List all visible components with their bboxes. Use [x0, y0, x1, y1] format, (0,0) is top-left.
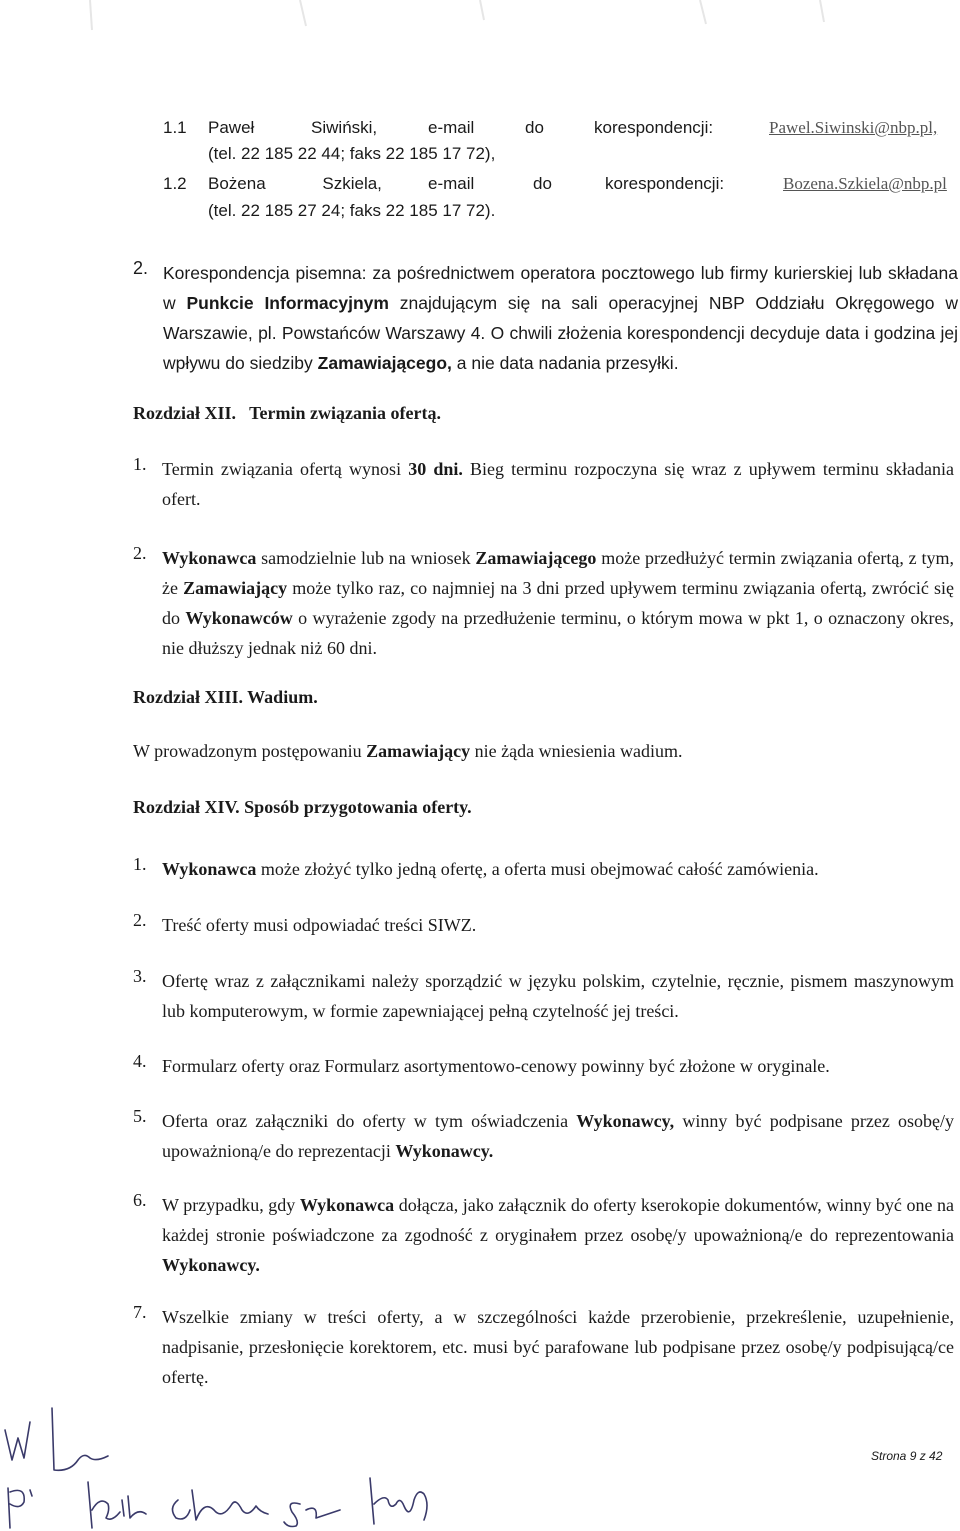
bold-term: Zamawiającego	[475, 548, 597, 568]
contact-phone-row-2	[163, 201, 958, 223]
section12-item-1	[162, 454, 954, 514]
item-text: dołącza, jako załącznik do oferty kserokopie dokumentów, winny być one na każdej stronie poświadczone za zgodność z oryginałem przez osobę/y upoważnioną/e do reprezentowania	[162, 1195, 954, 1245]
bold-term: Wykonawcy.	[395, 1141, 494, 1161]
bold-term: Punkcie Informacyjnym	[186, 293, 389, 313]
item-text: może przedłużyć termin związania ofertą, z tym, że	[162, 548, 954, 598]
section14-item-3	[162, 966, 954, 1026]
item-number: 6.	[133, 1190, 147, 1210]
section14-item-5	[162, 1106, 954, 1166]
item-number: 7.	[133, 1302, 147, 1322]
item-number: 5.	[133, 1106, 147, 1126]
section14-item-7	[162, 1302, 954, 1392]
contact-label: do	[525, 118, 544, 137]
section-heading-xii: Rozdział XII. Termin związania ofertą.	[133, 403, 441, 423]
bold-term: Wykonawcy,	[576, 1111, 675, 1131]
paragraph-text: Korespondencja pisemna: za pośrednictwem operatora pocztowego lub firmy kurierskiej lub składana w	[163, 263, 958, 313]
contact-label: do	[533, 174, 552, 193]
contact-row-1	[163, 118, 958, 140]
contact-phone-row-1	[163, 144, 958, 166]
section14-item-4	[162, 1051, 954, 1081]
wadium-statement	[133, 741, 683, 762]
item-number: 4.	[133, 1051, 147, 1071]
paragraph-text: znajdującym się na sali operacyjnej NBP Oddziału Okręgowego w Warszawie, pl. Powstańców Warszawy 4. O chwili złożenia korespondencji decyduje data i godzina jej wpływu do siedziby	[163, 293, 959, 373]
section12-item-2	[162, 543, 954, 663]
bold-term: Wykonawca	[162, 548, 257, 568]
bold-term: Wykonawca	[162, 859, 257, 879]
item-text: Wszelkie zmiany w treści oferty, a w szczególności każde przerobienie, przekreślenie, uzupełnienie, nadpisanie, przesłonięcie korektorem, etc. musi być parafowane lub podpisane przez osobę/y podpisującą/ce ofertę.	[162, 1307, 954, 1387]
item-number: 3.	[133, 966, 147, 986]
item-text: Bieg terminu rozpoczyna się wraz z upływem terminu składania ofert.	[162, 459, 954, 509]
item-number: 2.	[133, 543, 147, 563]
item-text: Oferta oraz załączniki do oferty w tym oświadczenia	[162, 1111, 577, 1131]
scan-artifacts	[0, 0, 960, 40]
email-link[interactable]: Pawel.Siwinski@nbp.pl,	[769, 118, 938, 137]
item-number: 2.	[133, 910, 147, 930]
item-text: o wyrażenie zgody na przedłużenie terminu, o którym mowa w pkt 1, o oznaczony okres, nie dłuższy jednak niż 60 dni.	[162, 608, 955, 658]
item-text: może złożyć tylko jedną ofertę, a oferta musi obejmować całość zamówienia.	[256, 859, 819, 879]
page-number: Strona 9 z 42	[871, 1449, 943, 1463]
item-text: winny być podpisane przez osobę/y upoważnioną/e do reprezentacji	[162, 1111, 955, 1161]
item-text: może tylko raz, co najmniej na 3 dni przed upływem terminu związania ofertą, zwrócić się do	[162, 578, 954, 628]
bold-term: Zamawiającego,	[317, 353, 452, 373]
paragraph-text: a nie data nadania przesyłki.	[451, 353, 679, 373]
section-heading-xiii: Rozdział XIII. Wadium.	[133, 687, 318, 707]
contact-name: Bożena Szkiela,	[208, 174, 382, 193]
bold-term: Zamawiający	[366, 741, 471, 761]
item-number: 1.	[133, 454, 147, 474]
section14-item-1	[162, 854, 954, 884]
item-text: samodzielnie lub na wniosek	[256, 548, 476, 568]
contact-label: korespondencji:	[605, 174, 725, 193]
contact-num: 1.1	[163, 118, 187, 137]
item-text: Treść oferty musi odpowiadać treści SIWZ.	[162, 915, 477, 935]
item-text: Termin związania ofertą wynosi	[162, 459, 409, 479]
item-text: W przypadku, gdy	[162, 1195, 300, 1215]
section-heading-xiv: Rozdział XIV. Sposób przygotowania oferty.	[133, 797, 472, 817]
contact-label: korespondencji:	[594, 118, 714, 137]
contact-label: e-mail	[428, 174, 475, 193]
bold-term: 30 dni.	[408, 459, 463, 479]
bold-term: Wykonawca	[299, 1195, 395, 1215]
contact-num: 1.2	[163, 174, 187, 193]
item-text: Formularz oferty oraz Formularz asortymentowo-cenowy powinny być złożone w oryginale.	[162, 1056, 830, 1076]
item-text: nie żąda wniesienia wadium.	[470, 741, 683, 761]
bold-term: Wykonawców	[185, 608, 293, 628]
bold-term: Wykonawcy.	[162, 1255, 260, 1275]
email-link[interactable]: Bozena.Szkiela@nbp.pl	[783, 174, 947, 193]
contact-label: e-mail	[428, 118, 475, 137]
correspondence-paragraph	[163, 258, 958, 378]
contact-name: Paweł Siwiński,	[208, 118, 378, 137]
section14-item-2	[162, 910, 954, 940]
contact-phone: (tel. 22 185 27 24; faks 22 185 17 72).	[208, 201, 496, 220]
item-text: Ofertę wraz z załącznikami należy sporządzić w języku polskim, czytelnie, ręcznie, pismem maszynowym lub komputerowym, w formie zapewniającej pełną czytelność jej treści.	[162, 971, 954, 1021]
section14-item-6	[162, 1190, 954, 1280]
contact-phone: (tel. 22 185 22 44; faks 22 185 17 72),	[208, 144, 496, 163]
item-number: 2.	[133, 258, 149, 278]
contact-row-2	[163, 174, 958, 196]
item-text: W prowadzonym postępowaniu	[133, 741, 367, 761]
bold-term: Zamawiający	[183, 578, 288, 598]
handwritten-signature	[0, 1400, 440, 1531]
item-number: 1.	[133, 854, 147, 874]
